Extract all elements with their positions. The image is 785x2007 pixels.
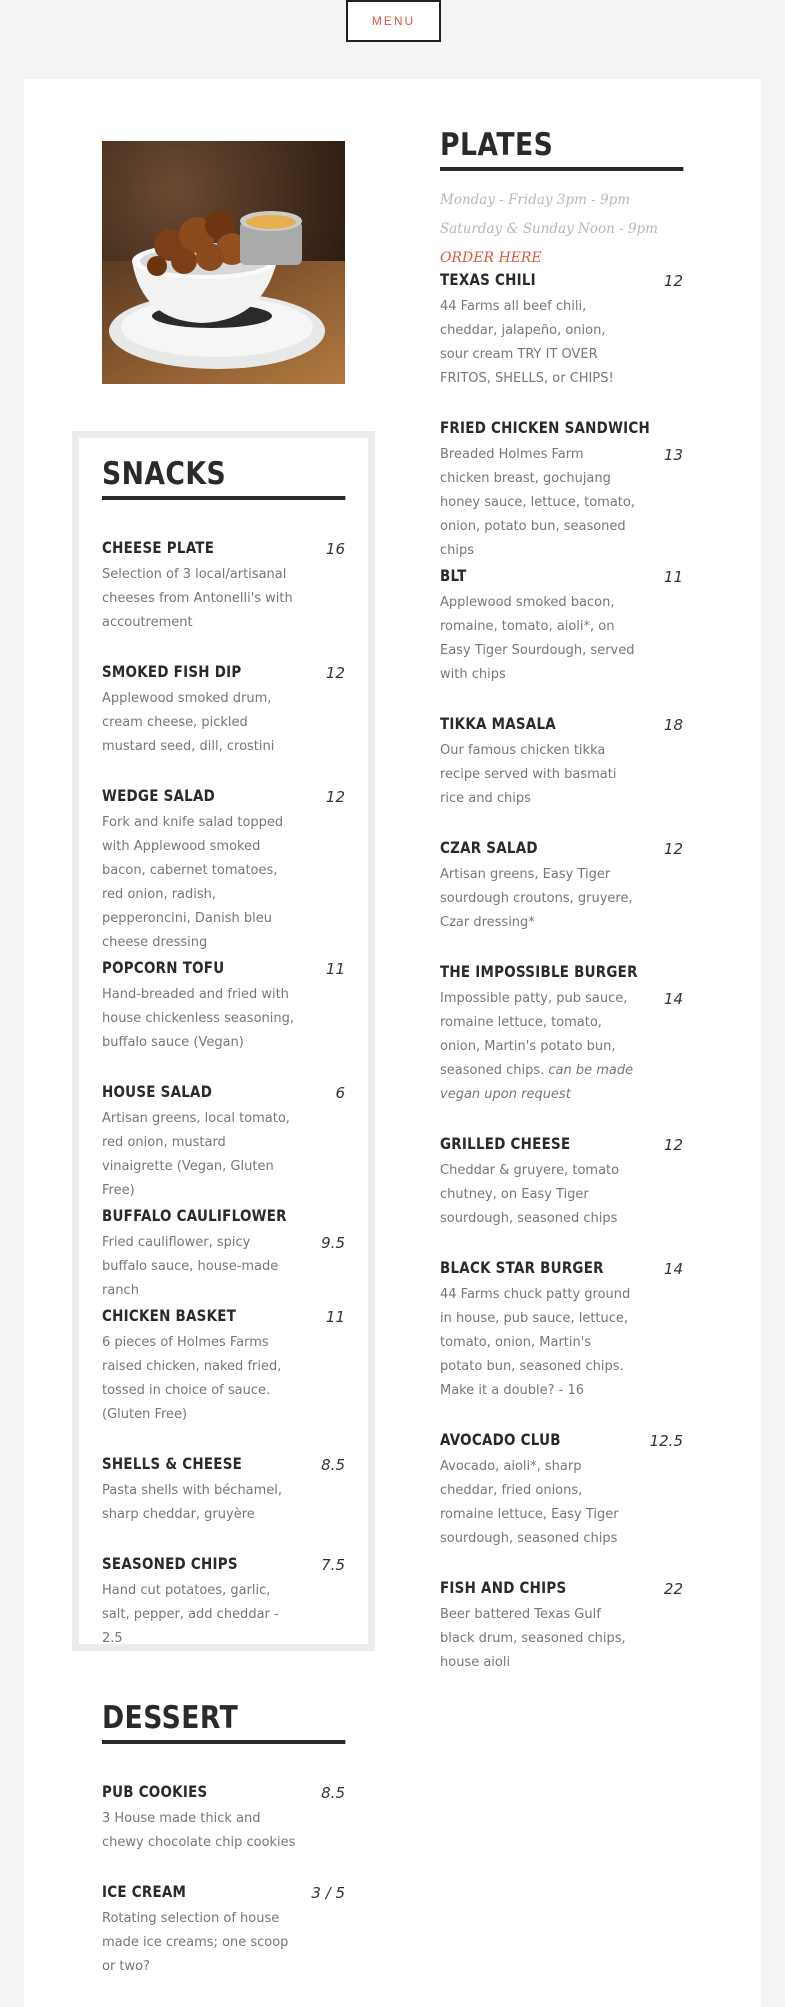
- menu-item: [440, 714, 683, 811]
- item-name: POPCORN TOFU: [102, 958, 225, 977]
- opening-hours: [440, 186, 690, 273]
- item-price: 11: [663, 568, 683, 586]
- item-name: PUB COOKIES: [102, 1782, 208, 1801]
- dessert-title-wrap: [102, 1700, 345, 1744]
- item-name: THE IMPOSSIBLE BURGER: [440, 962, 638, 981]
- menu-item: [102, 786, 345, 955]
- item-price: 12: [325, 788, 345, 806]
- fried-food-bowl-photo: [102, 141, 345, 384]
- menu-item: [440, 1258, 683, 1403]
- item-price: 16: [325, 540, 345, 558]
- item-name: SMOKED FISH DIP: [102, 662, 242, 681]
- item-description: [440, 987, 636, 1107]
- item-name: WEDGE SALAD: [102, 786, 216, 805]
- item-description: Hand-breaded and fried with house chickenless seasoning, buffalo sauce (Vegan): [102, 987, 295, 1050]
- menu-item: [102, 1306, 345, 1427]
- item-name: SEASONED CHIPS: [102, 1554, 238, 1573]
- snacks-title-wrap: [102, 456, 345, 500]
- menu-item: [440, 1578, 683, 1675]
- hours-sunday: Sunday Noon - 9pm: [522, 221, 658, 237]
- item-name: CZAR SALAD: [440, 838, 538, 857]
- plates-title-wrap: [440, 127, 683, 171]
- item-price: 13: [663, 446, 683, 464]
- item-name: TIKKA MASALA: [440, 714, 556, 733]
- food-photo: [102, 141, 345, 384]
- item-description: Our famous chicken tikka recipe served with basmati rice and chips: [440, 743, 617, 806]
- item-description: Fork and knife salad topped with Applewood smoked bacon, cabernet tomatoes, red onion, radish, pepperoncini, Danish bleu cheese dressing: [102, 815, 284, 950]
- snacks-title: SNACKS: [102, 456, 345, 500]
- item-price: 8.5: [321, 1456, 345, 1474]
- menu-item: [102, 1882, 345, 1979]
- item-name: BLT: [440, 566, 467, 585]
- item-name: HOUSE SALAD: [102, 1082, 213, 1101]
- item-price: 7.5: [321, 1556, 345, 1574]
- item-description: Cheddar & gruyere, tomato chutney, on Easy Tiger sourdough, seasoned chips: [440, 1163, 620, 1226]
- menu-item: [102, 1082, 345, 1203]
- menu-item: [102, 958, 345, 1055]
- item-description: Artisan greens, Easy Tiger sourdough croutons, gruyere, Czar dressing*: [440, 867, 633, 930]
- menu-item: [440, 1430, 683, 1551]
- item-price: 3 / 5: [311, 1884, 345, 1902]
- vegan-note: can be made vegan upon request: [440, 1063, 634, 1102]
- item-price: 9.5: [321, 1234, 345, 1252]
- item-name: FISH AND CHIPS: [440, 1578, 567, 1597]
- menu-item: [102, 1454, 345, 1527]
- item-name: CHEESE PLATE: [102, 538, 215, 557]
- item-description: 44 Farms all beef chili, cheddar, jalapeño, onion, sour cream TRY IT OVER FRITOS, SHELLS, or CHIPS!: [440, 299, 614, 386]
- item-name: FRIED CHICKEN SANDWICH: [440, 418, 651, 437]
- item-description: Avocado, aioli*, sharp cheddar, fried onions, romaine lettuce, Easy Tiger sourdough, seasoned chips: [440, 1459, 619, 1546]
- menu-item: [102, 1206, 345, 1303]
- item-description: Applewood smoked drum, cream cheese, pickled mustard seed, dill, crostini: [102, 691, 275, 754]
- menu-button[interactable]: MENU: [346, 0, 441, 42]
- item-price: 14: [663, 1260, 683, 1278]
- item-price: 12: [663, 272, 683, 290]
- item-name: BLACK STAR BURGER: [440, 1258, 604, 1277]
- item-description: 44 Farms chuck patty ground in house, pub sauce, lettuce, tomato, onion, Martin's potato bun, seasoned chips. Make it a double? - 16: [440, 1287, 631, 1398]
- item-price: 18: [663, 716, 683, 734]
- item-name: SHELLS & CHEESE: [102, 1454, 243, 1473]
- item-price: 12: [325, 664, 345, 682]
- item-name: GRILLED CHEESE: [440, 1134, 571, 1153]
- menu-item: [102, 1782, 345, 1855]
- order-here-link[interactable]: ORDER HERE: [440, 250, 542, 266]
- item-price: 6: [335, 1084, 345, 1102]
- menu-item: [440, 418, 683, 563]
- menu-item: [102, 662, 345, 759]
- item-description: Breaded Holmes Farm chicken breast, gochujang honey sauce, lettuce, tomato, onion, potato bun, seasoned chips: [440, 447, 635, 558]
- item-description: Selection of 3 local/artisanal cheeses from Antonelli's with accoutrement: [102, 567, 293, 630]
- menu-item: [440, 270, 683, 391]
- item-name: AVOCADO CLUB: [440, 1430, 561, 1449]
- menu-item: [440, 838, 683, 935]
- item-description-text: Impossible patty, pub sauce, romaine lettuce, tomato, onion, Martin's potato bun, seasoned chips.: [440, 991, 628, 1078]
- item-name: CHICKEN BASKET: [102, 1306, 237, 1325]
- menu-item: [440, 1134, 683, 1231]
- plates-title: PLATES: [440, 127, 683, 171]
- item-price: 12.5: [649, 1432, 683, 1450]
- menu-item: [440, 962, 683, 1107]
- item-price: 11: [325, 960, 345, 978]
- dessert-title: DESSERT: [102, 1700, 345, 1744]
- hours-weekday: Monday - Friday 3pm - 9pm Saturday &: [440, 192, 631, 237]
- item-description: Fried cauliflower, spicy buffalo sauce, house-made ranch: [102, 1235, 279, 1298]
- menu-item: [440, 566, 683, 687]
- item-description: 3 House made thick and chewy chocolate chip cookies: [102, 1811, 296, 1850]
- item-price: 14: [663, 990, 683, 1008]
- item-description: 6 pieces of Holmes Farms raised chicken, naked fried, tossed in choice of sauce. (Gluten Free): [102, 1335, 282, 1422]
- item-description: Applewood smoked bacon, romaine, tomato, aioli*, on Easy Tiger Sourdough, served with chips: [440, 595, 635, 682]
- item-name: BUFFALO CAULIFLOWER: [102, 1206, 287, 1225]
- item-name: ICE CREAM: [102, 1882, 187, 1901]
- item-description: Pasta shells with béchamel, sharp cheddar, gruyère: [102, 1483, 283, 1522]
- item-price: 12: [663, 840, 683, 858]
- menu-item: [102, 538, 345, 635]
- item-price: 12: [663, 1136, 683, 1154]
- item-price: 11: [325, 1308, 345, 1326]
- menu-item: [102, 1554, 345, 1651]
- item-description: Artisan greens, local tomato, red onion, mustard vinaigrette (Vegan, Gluten Free): [102, 1111, 290, 1198]
- item-description: Beer battered Texas Gulf black drum, seasoned chips, house aioli: [440, 1607, 626, 1670]
- item-price: 22: [663, 1580, 683, 1598]
- item-description: Hand cut potatoes, garlic, salt, pepper, add cheddar - 2.5: [102, 1583, 279, 1646]
- item-name: TEXAS CHILI: [440, 270, 536, 289]
- item-description: Rotating selection of house made ice creams; one scoop or two?: [102, 1911, 289, 1974]
- item-price: 8.5: [321, 1784, 345, 1802]
